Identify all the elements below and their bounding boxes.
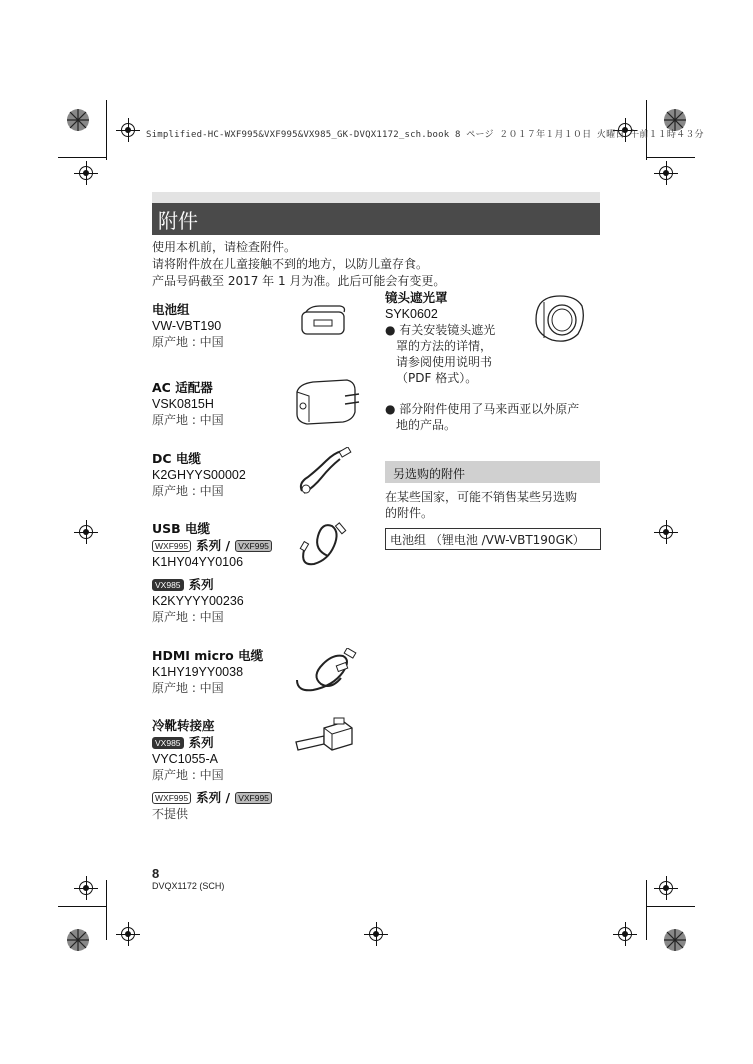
- print-starburst-icon: [66, 928, 90, 952]
- battery-item: [152, 302, 224, 350]
- item-code: VSK0815H: [152, 397, 214, 411]
- intro-text: [152, 239, 445, 290]
- book-file-header: Simplified-HC-WXF995&VXF995&VX985_GK-DVQX1172_sch.book 8 ページ ２０１７年１月１０日 火曜日 午前１１時４３分: [146, 130, 704, 140]
- item-origin: 原产地 : 中国: [152, 484, 224, 498]
- bullet-icon: ●: [385, 402, 400, 416]
- note-line: 请参阅使用说明书: [396, 355, 493, 369]
- optional-item-box: [385, 528, 601, 550]
- note-line: （PDF 格式）。: [396, 371, 478, 385]
- series-label: 系列 /: [196, 790, 231, 805]
- print-starburst-icon: [663, 928, 687, 952]
- optional-accessories-text: [385, 489, 577, 521]
- ac-adaptor-item: [152, 380, 224, 428]
- model-series-line: [152, 576, 272, 593]
- model-badge: VX985: [152, 579, 184, 591]
- item-code: VYC1055-A: [152, 752, 219, 766]
- ac-adaptor-icon: [289, 378, 361, 426]
- model-badge: VXF995: [235, 540, 272, 552]
- page-title: 附件: [158, 209, 198, 233]
- item-origin: 原产地 : 中国: [152, 610, 224, 624]
- model-badge: WXF995: [152, 792, 191, 804]
- malaysia-note: [385, 401, 579, 433]
- item-code: K1HY19YY0038: [152, 665, 244, 679]
- lens-hood-item: [385, 290, 448, 322]
- series-label: 系列 /: [196, 538, 231, 553]
- item-origin: 原产地 : 中国: [152, 681, 224, 695]
- shoe-adaptor-item: [152, 718, 272, 822]
- model-badge: WXF995: [152, 540, 191, 552]
- shoe-adaptor-icon: [294, 716, 356, 756]
- page-number: 8: [152, 866, 160, 881]
- dc-cable-item: [152, 451, 246, 499]
- note-line: ● 部分附件使用了马来西亚以外原产: [385, 402, 580, 416]
- item-name: DC 电缆: [152, 451, 201, 466]
- not-supplied-note: 不提供: [152, 807, 189, 821]
- optional-accessories-header: [385, 461, 600, 483]
- model-series-line: [152, 734, 272, 751]
- document-id: DVQX1172 (SCH): [152, 881, 225, 891]
- intro-line: 使用本机前，请检查附件。: [152, 240, 297, 254]
- dc-cable-icon: [296, 447, 356, 499]
- intro-line: 产品号码截至 2017 年 1 月为准。此后可能会有变更。: [152, 274, 446, 288]
- hdmi-cable-item: [152, 648, 263, 696]
- model-series-line: [152, 789, 272, 806]
- item-name: 电池组: [152, 302, 190, 317]
- item-code: VW-VBT190: [152, 319, 222, 333]
- model-series-line: [152, 537, 272, 554]
- hdmi-cable-icon: [293, 648, 357, 694]
- item-name: 镜头遮光罩: [385, 290, 448, 305]
- item-name: USB 电缆: [152, 521, 211, 536]
- item-name: 冷靴转接座: [152, 718, 215, 733]
- lens-hood-icon: [532, 294, 586, 344]
- bullet-icon: ●: [385, 323, 400, 337]
- intro-line: 请将附件放在儿童接触不到的地方，以防儿童存食。: [152, 257, 429, 271]
- series-label: 系列: [188, 577, 214, 592]
- item-code: SYK0602: [385, 307, 438, 321]
- model-badge: VXF995: [235, 792, 272, 804]
- item-code: K1HY04YY0106: [152, 555, 244, 569]
- item-origin: 原产地 : 中国: [152, 413, 224, 427]
- text-line: 的附件。: [385, 506, 434, 520]
- item-name: AC 适配器: [152, 380, 213, 395]
- note-line: ● 有关安装镜头遮光: [385, 323, 496, 337]
- note-line: 罩的方法的详情，: [396, 339, 493, 353]
- item-code: K2KYYYY00236: [152, 594, 244, 608]
- item-code: K2GHYYS00002: [152, 468, 246, 482]
- usb-cable-item: [152, 521, 272, 625]
- title-bar: [152, 203, 600, 235]
- item-origin: 原产地 : 中国: [152, 768, 224, 782]
- title-strip: [152, 192, 600, 203]
- print-starburst-icon: [66, 108, 90, 132]
- battery-icon: [300, 304, 348, 338]
- usb-cable-icon: [298, 520, 352, 570]
- text-line: 在某些国家，可能不销售某些另选购: [385, 490, 578, 504]
- item-name: HDMI micro 电缆: [152, 648, 264, 663]
- section-title: 另选购的附件: [393, 467, 466, 481]
- item-origin: 原产地 : 中国: [152, 335, 224, 349]
- note-line: 地的产品。: [396, 418, 457, 432]
- lens-hood-note: [385, 322, 495, 386]
- model-badge: VX985: [152, 737, 184, 749]
- series-label: 系列: [188, 735, 214, 750]
- optional-item-label: 电池组 （锂电池 /VW-VBT190GK）: [390, 533, 585, 547]
